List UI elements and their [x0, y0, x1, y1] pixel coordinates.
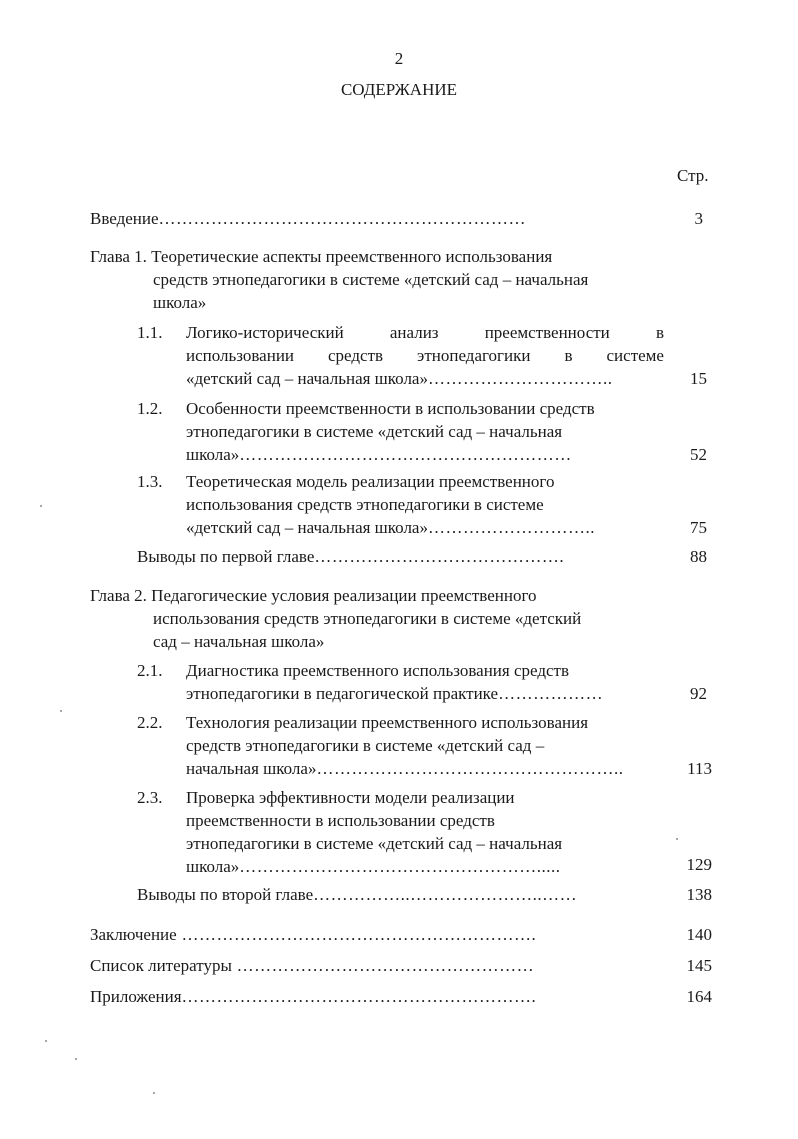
leader-dots: …………………………………………….. [316, 759, 624, 778]
section-title-line: Проверка эффективности модели реализации [186, 788, 515, 807]
section-number: 1.2. [137, 399, 163, 418]
toc-page-number: 3 [694, 209, 703, 228]
word: преемственности [484, 323, 610, 342]
scan-speck [40, 505, 42, 507]
leader-dots: ……………………………………………………… [158, 209, 527, 228]
leader-dots: ………………………….. [427, 369, 613, 388]
toc-page-number: 52 [690, 445, 707, 464]
chapter-title-line: Глава 2. Педагогические условия реализации преемственного [90, 586, 537, 605]
section-number: 1.3. [137, 472, 163, 491]
toc-page-number: 140 [686, 925, 712, 944]
chapter-title-line: школа» [153, 293, 207, 312]
section-title-line: школа» [186, 857, 240, 876]
section-title-line [186, 344, 664, 367]
scan-speck [153, 1092, 155, 1094]
section-title-line: использования средств этнопедагогики в системе [186, 495, 544, 514]
toc-page-number: 129 [686, 855, 712, 874]
chapter-title-line: использования средств этнопедагогики в системе «детский [153, 609, 582, 628]
section-title-line: начальная школа» [186, 759, 317, 778]
section-title-line: Диагностика преемственного использования средств [186, 661, 569, 680]
toc-page-number: 15 [690, 369, 707, 388]
toc-entry-label: Приложения [90, 987, 182, 1006]
word: в [564, 346, 573, 365]
toc-page-number: 164 [686, 987, 712, 1006]
toc-page-number: 75 [690, 518, 707, 537]
leader-dots: ……………………….. [427, 518, 595, 537]
page-title: СОДЕРЖАНИЕ [340, 80, 458, 99]
chapter-title-line: Глава 1. Теоретические аспекты преемственного использования [90, 247, 553, 266]
toc-entry-label: Выводы по первой главе [137, 547, 315, 566]
toc-page-number: 138 [686, 885, 712, 904]
section-title-line: преемственности в использовании средств [186, 811, 495, 830]
scan-speck [60, 710, 62, 712]
toc-page-number: 145 [686, 956, 712, 975]
section-number: 2.3. [137, 788, 163, 807]
leader-dots: ……………………………………………………. [176, 925, 537, 944]
leader-dots: ……………………………………………………. [181, 987, 537, 1006]
scan-speck [676, 838, 678, 840]
word: средств [328, 346, 384, 365]
section-title-line: этнопедагогики в системе «детский сад – начальная [186, 834, 563, 853]
scan-speck [45, 1040, 47, 1042]
section-title-line: средств этнопедагогики в системе «детский сад – [186, 736, 545, 755]
toc-entry-label: Заключение [90, 925, 177, 944]
leader-dots: ……………..…………………..…… [313, 885, 578, 904]
section-title-line: Особенности преемственности в использовании средств [186, 399, 595, 418]
toc-page-number: 113 [687, 759, 712, 778]
section-number: 2.1. [137, 661, 163, 680]
toc-entry-label: Выводы по второй главе [137, 885, 314, 904]
section-title-line [186, 321, 664, 344]
word: анализ [389, 323, 439, 342]
section-title-line: этнопедагогики в системе «детский сад – начальная [186, 422, 563, 441]
leader-dots: ……………… [498, 684, 604, 703]
word: системе [606, 346, 664, 365]
leader-dots: ………………………………………………… [239, 445, 572, 464]
leader-dots: ……………………………………………..... [239, 857, 561, 876]
section-title-line: «детский сад – начальная школа» [186, 369, 428, 388]
toc-page-number: 88 [690, 547, 707, 566]
section-number: 2.2. [137, 713, 163, 732]
word: Логико-исторический [186, 323, 344, 342]
section-title-line: Теоретическая модель реализации преемственного [186, 472, 555, 491]
section-title-line: «детский сад – начальная школа» [186, 518, 428, 537]
leader-dots: …………………………………………… [231, 956, 535, 975]
page-column-header: Стр. [677, 166, 709, 185]
toc-entry-label: Введение [90, 209, 159, 228]
word: использовании [186, 346, 295, 365]
toc-page-number: 92 [690, 684, 707, 703]
section-number: 1.1. [137, 323, 163, 342]
section-title-line: этнопедагогики в педагогической практике [186, 684, 499, 703]
chapter-title-line: сад – начальная школа» [153, 632, 325, 651]
scan-speck [75, 1058, 77, 1060]
word: в [655, 323, 664, 342]
word: этнопедагогики [417, 346, 531, 365]
section-title-line: школа» [186, 445, 240, 464]
toc-entry-label: Список литературы [90, 956, 232, 975]
leader-dots: ……………………………………. [314, 547, 565, 566]
section-title-line: Технология реализации преемственного использования [186, 713, 589, 732]
page-number: 2 [394, 49, 404, 68]
chapter-title-line: средств этнопедагогики в системе «детский сад – начальная [153, 270, 589, 289]
